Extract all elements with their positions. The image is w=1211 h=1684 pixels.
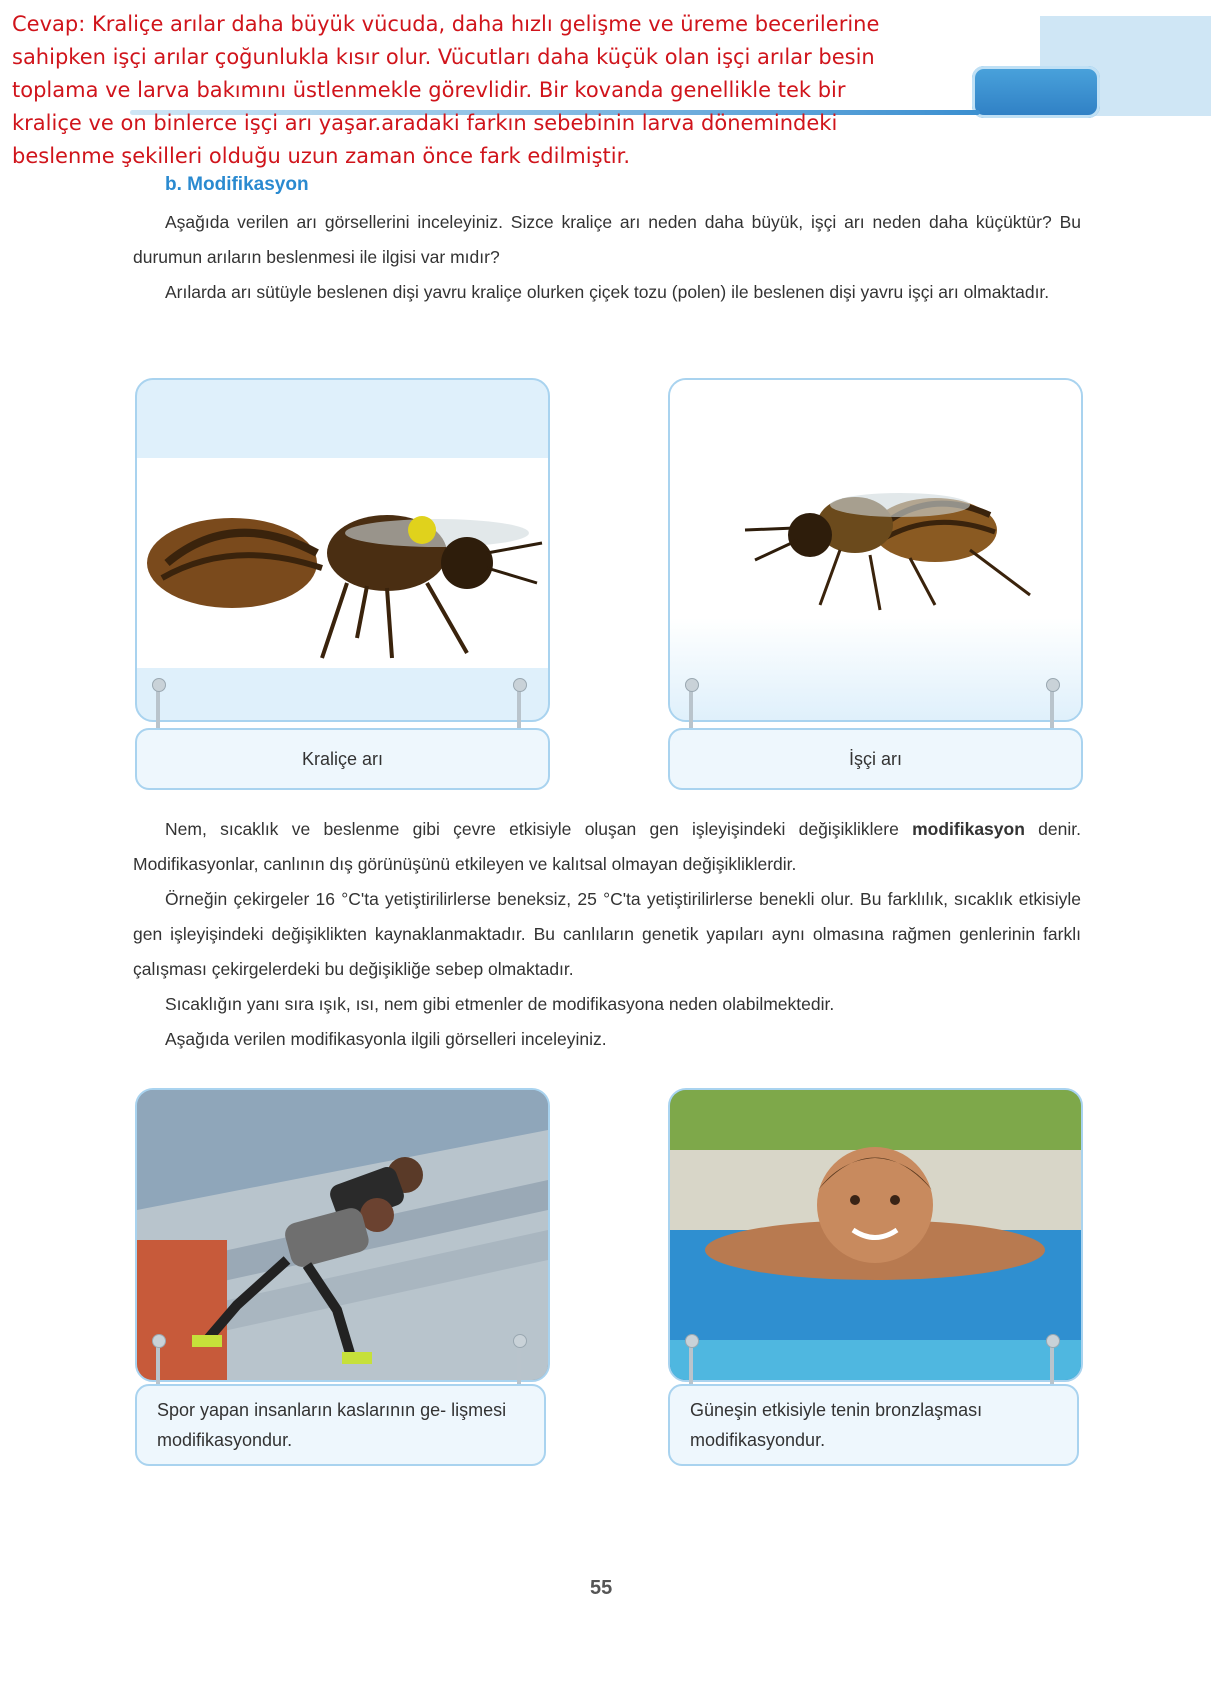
body-paragraph-1 (133, 812, 1081, 882)
p1-text: Nem, sıcaklık ve beslenme gibi çevre etkisiyle oluşan gen işleyişindeki değişikliklere (165, 819, 913, 839)
body-text (133, 812, 1081, 1057)
hook-right (1050, 1338, 1054, 1390)
worker-bee-card (668, 378, 1083, 722)
worker-bee-caption: İşçi arı (668, 728, 1083, 790)
hook-left (689, 1338, 693, 1390)
worker-bee-image (670, 380, 1081, 720)
sprinters-card (135, 1088, 550, 1382)
answer-text: Cevap: Kraliçe arılar daha büyük vücuda, daha hızlı gelişme ve üreme becerilerine sahipken işçi arılar çoğunlukla kısır olur. Vücutları daha küçük olan işçi arılar besin toplama ve larva bakımını üstlenmekle görevlidir. Bir kovanda genellikle tek bir kraliçe ve on binlerce işçi arı yaşar.aradaki farkın sebebinin larva dönemindeki beslenme şekilleri olduğu uzun zaman önce fark edilmiştir. (12, 12, 880, 168)
hook-left (156, 682, 160, 734)
boy-in-pool-caption: Güneşin etkisiyle tenin bronzlaşması modifikasyondur. (668, 1384, 1079, 1466)
p1-text-end: denir. Modifikasyonlar, canlının dış görünüşünü etkileyen ve kalıtsal olmayan değişikliklerdir. (133, 819, 1081, 874)
body-paragraph-2: Örneğin çekirgeler 16 °C'ta yetiştirilirlerse beneksiz, 25 °C'ta yetiştirilirlerse benekli olur. Bu farklılık, sıcaklık etkisiyle gen işleyişindeki değişiklikten kaynaklanmaktadır. Bu canlıların genetik yapıları aynı olmasına rağmen genlerinin farklı çalışması çekirgelerdeki bu değişikliğe sebep olmaktadır. (133, 889, 1081, 979)
hook-right (1050, 682, 1054, 734)
intro-text (133, 205, 1081, 310)
queen-bee-card (135, 378, 550, 722)
intro-paragraph-2: Arılarda arı sütüyle beslenen dişi yavru kraliçe olurken çiçek tozu (polen) ile beslenen dişi yavru işçi arı olmaktadır. (165, 282, 1050, 302)
body-paragraph-3: Sıcaklığın yanı sıra ışık, ısı, nem gibi etmenler de modifikasyona neden olabilmektedir. (165, 994, 835, 1014)
hook-left (689, 682, 693, 734)
chapter-tab-pill (972, 66, 1100, 118)
body-paragraph-4: Aşağıda verilen modifikasyonla ilgili görselleri inceleyiniz. (165, 1029, 607, 1049)
p1-bold-term: modifikasyon (912, 819, 1025, 839)
sprinters-caption: Spor yapan insanların kaslarının ge- lişmesi modifikasyondur. (135, 1384, 546, 1466)
boy-in-pool-image (670, 1090, 1081, 1380)
queen-bee-image (137, 458, 548, 668)
boy-in-pool-card (668, 1088, 1083, 1382)
hook-right (517, 1338, 521, 1390)
sprinters-image (137, 1090, 548, 1380)
hook-right (517, 682, 521, 734)
queen-bee-caption: Kraliçe arı (135, 728, 550, 790)
page-number: 55 (590, 1577, 613, 1599)
intro-paragraph-1: Aşağıda verilen arı görsellerini inceleyiniz. Sizce kraliçe arı neden daha büyük, işçi arı neden daha küçüktür? Bu durumun arıların beslenmesi ile ilgisi var mıdır? (133, 212, 1081, 267)
section-title: b. Modifikasyon (165, 174, 309, 195)
hook-left (156, 1338, 160, 1390)
